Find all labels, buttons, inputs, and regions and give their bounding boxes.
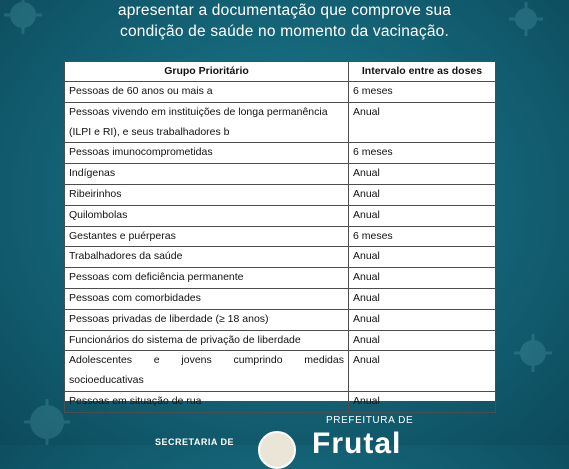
virus-decoration-icon bbox=[520, 340, 546, 366]
table-row bbox=[65, 205, 496, 226]
interval-cell: 6 meses bbox=[349, 226, 496, 247]
group-cell: Pessoas de 60 anos ou mais a bbox=[65, 82, 349, 103]
interval-cell: 6 meses bbox=[349, 143, 496, 164]
table-row bbox=[65, 309, 496, 330]
interval-cell: 6 meses bbox=[349, 82, 496, 103]
interval-cell: Anual bbox=[349, 391, 496, 412]
group-cell: Ribeirinhos bbox=[65, 184, 349, 205]
interval-cell: Anual bbox=[349, 268, 496, 289]
prefeitura-label: PREFEITURA DE bbox=[326, 415, 414, 426]
intro-line-1: apresentar a documentação que comprove sua bbox=[117, 2, 452, 19]
interval-cell: Anual bbox=[349, 351, 496, 392]
interval-cell: Anual bbox=[349, 309, 496, 330]
group-cell: Adolescentes e jovens cumprindo medidas socioeducativas bbox=[65, 351, 349, 392]
group-cell: Quilombolas bbox=[65, 205, 349, 226]
interval-cell: Anual bbox=[349, 330, 496, 351]
group-cell: Funcionários do sistema de privação de liberdade bbox=[65, 330, 349, 351]
group-cell: Pessoas em situação de rua bbox=[65, 391, 349, 412]
city-seal-icon bbox=[258, 431, 296, 469]
group-cell: Gestantes e puérperas bbox=[65, 226, 349, 247]
intro-line-2: condição de saúde no momento da vacinação. bbox=[120, 23, 449, 40]
group-cell: Pessoas vivendo em instituições de longa permanência (ILPI e RI), e seus trabalhadores b bbox=[65, 102, 349, 143]
interval-cell: Anual bbox=[349, 184, 496, 205]
table-row bbox=[65, 164, 496, 185]
table-row bbox=[65, 268, 496, 289]
footer-logos bbox=[0, 405, 569, 460]
table-row bbox=[65, 82, 496, 103]
header-group: Grupo Prioritário bbox=[65, 62, 349, 82]
table-row bbox=[65, 351, 496, 392]
secretaria-label: SECRETARIA DE bbox=[155, 437, 235, 447]
table-row bbox=[65, 226, 496, 247]
table-header-row bbox=[65, 62, 496, 82]
interval-cell: Anual bbox=[349, 164, 496, 185]
group-cell: Pessoas imunocomprometidas bbox=[65, 143, 349, 164]
group-cell: Indígenas bbox=[65, 164, 349, 185]
table-row bbox=[65, 330, 496, 351]
interval-cell: Anual bbox=[349, 288, 496, 309]
interval-cell: Anual bbox=[349, 102, 496, 143]
city-brand-logo: Frutal bbox=[312, 427, 402, 460]
priority-groups-table bbox=[64, 61, 495, 407]
interval-cell: Anual bbox=[349, 247, 496, 268]
interval-cell: Anual bbox=[349, 205, 496, 226]
table-row bbox=[65, 288, 496, 309]
table-row bbox=[65, 247, 496, 268]
table-row bbox=[65, 102, 496, 143]
group-cell: Pessoas com comorbidades bbox=[65, 288, 349, 309]
table-row bbox=[65, 143, 496, 164]
group-cell: Trabalhadores da saúde bbox=[65, 247, 349, 268]
group-cell: Pessoas privadas de liberdade (≥ 18 anos) bbox=[65, 309, 349, 330]
table-row bbox=[65, 184, 496, 205]
group-cell: Pessoas com deficiência permanente bbox=[65, 268, 349, 289]
header-interval: Intervalo entre as doses bbox=[349, 62, 496, 82]
